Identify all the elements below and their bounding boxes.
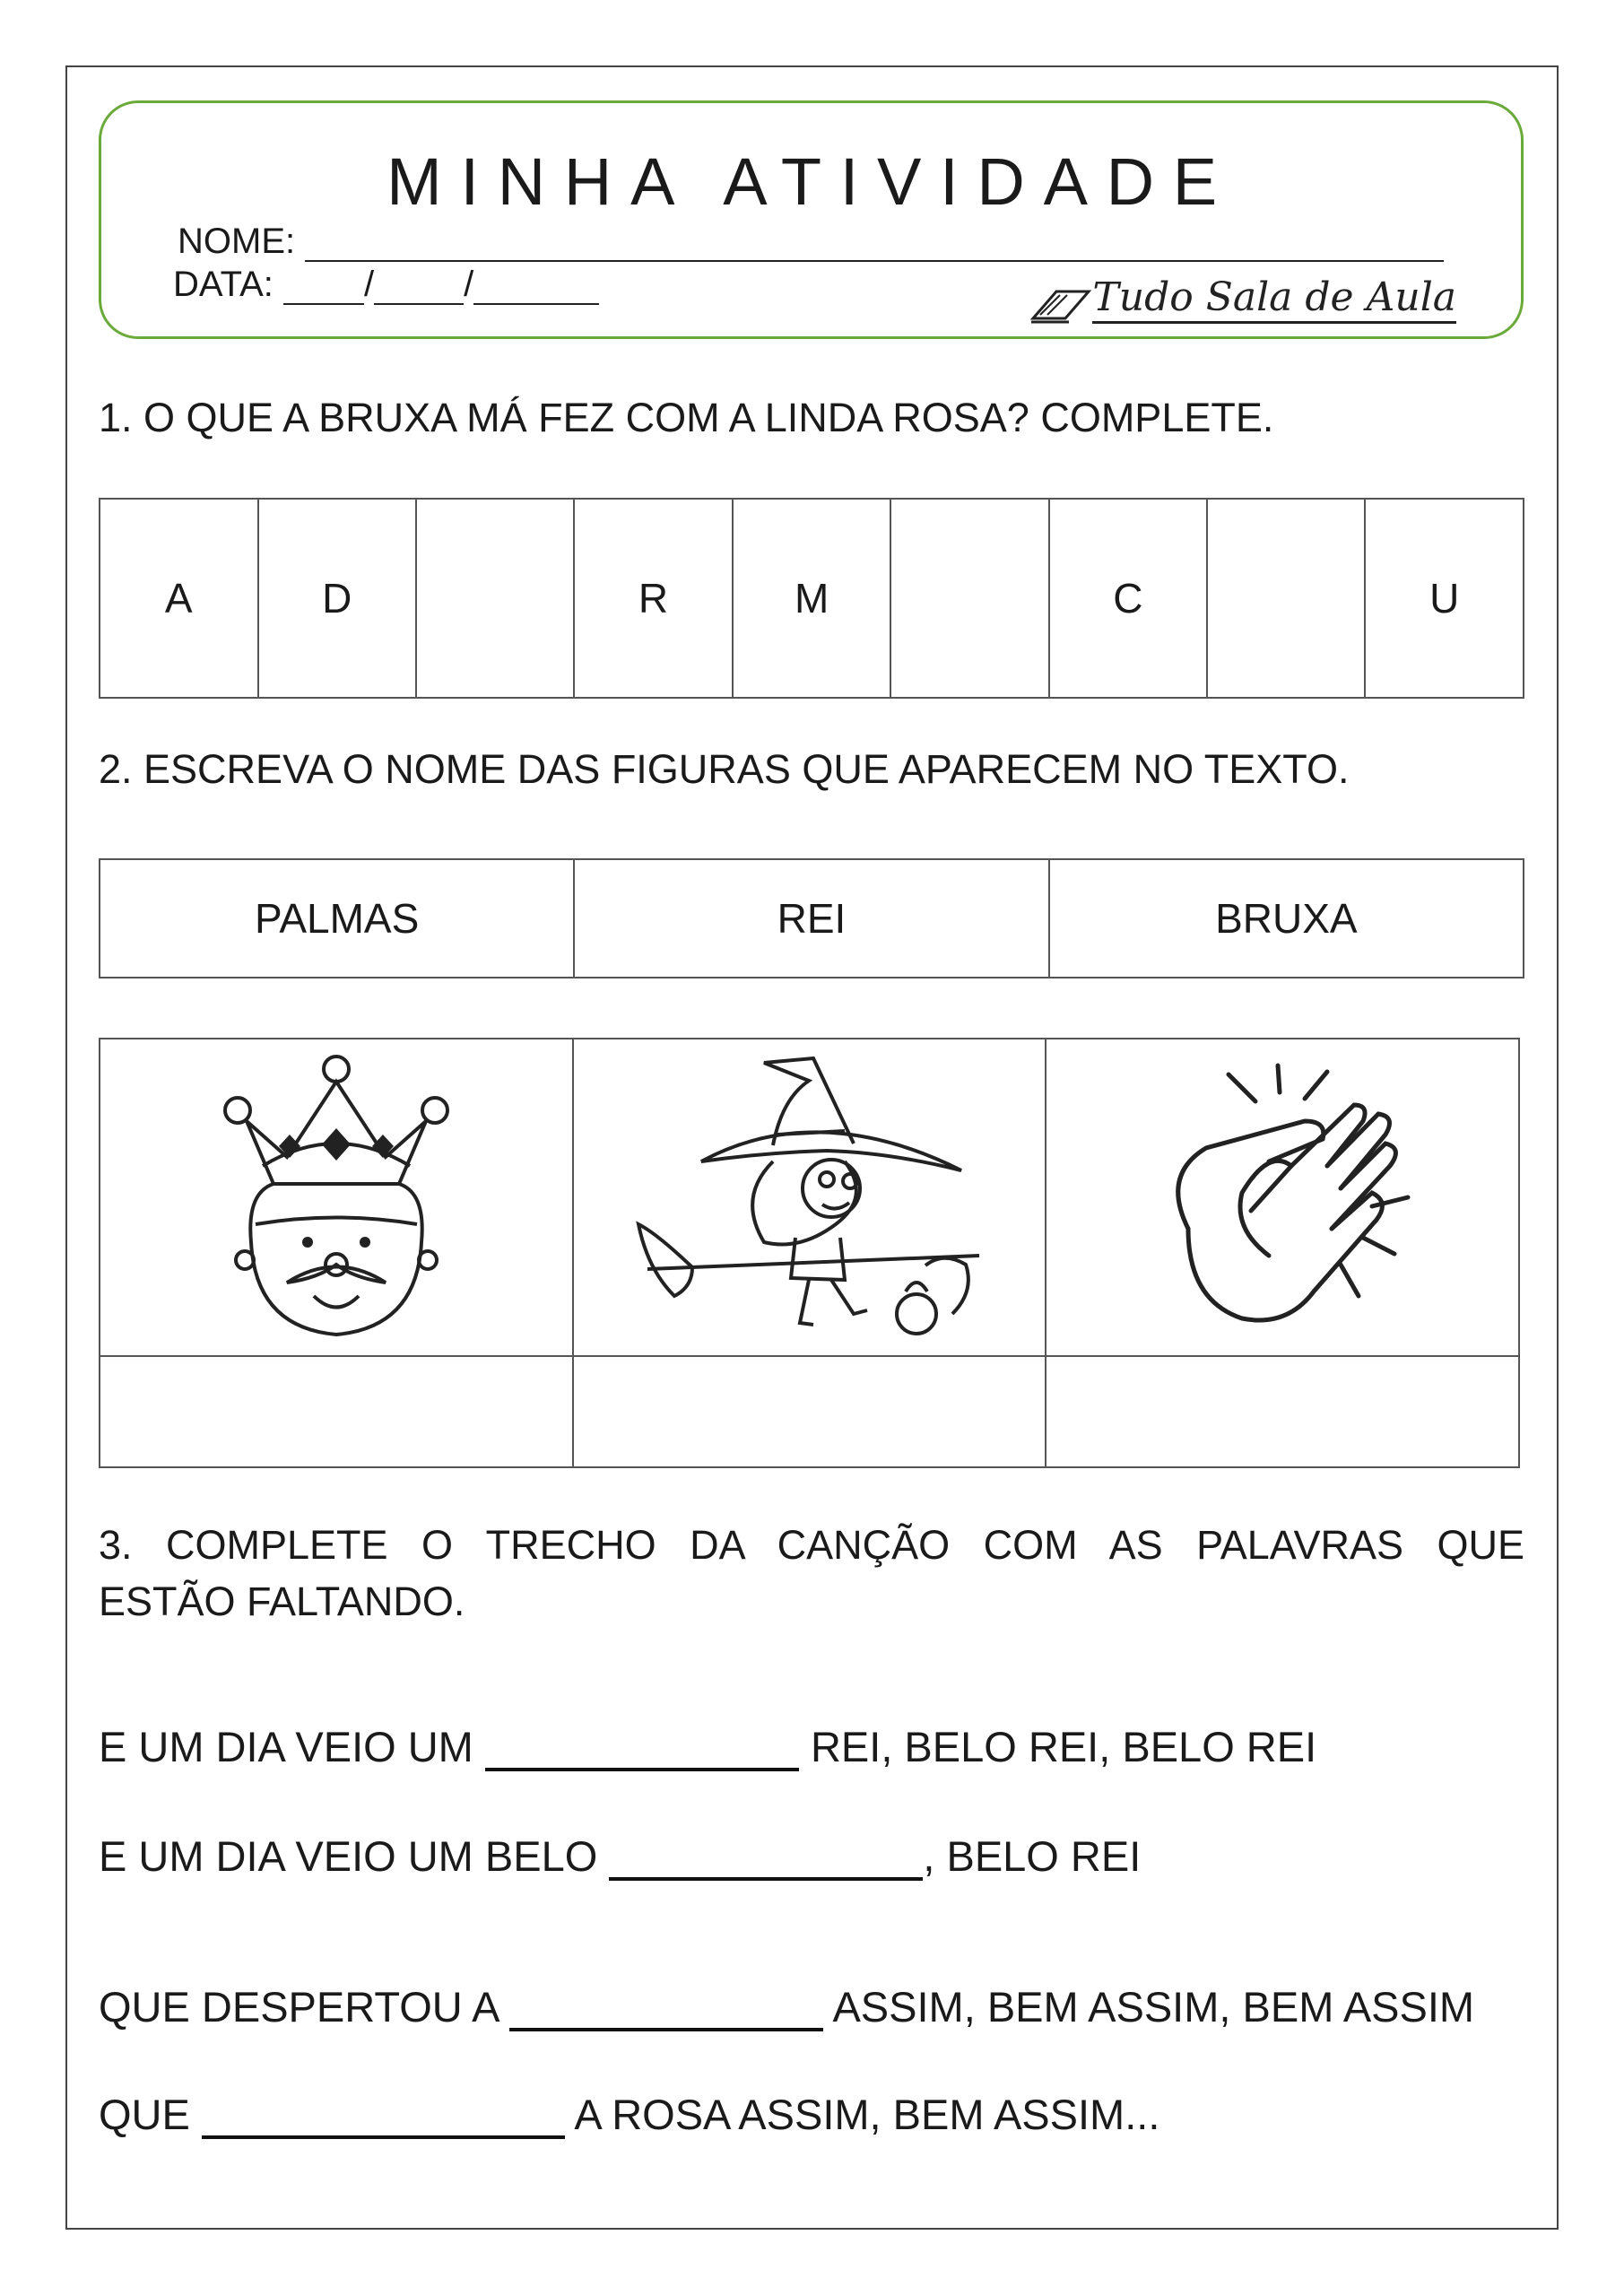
song-line-1 (99, 1722, 1316, 1771)
word-bank (99, 858, 1524, 978)
letters-grid (99, 498, 1524, 699)
song-text: QUE DESPERTOU A (99, 1983, 498, 2031)
date-day-line[interactable] (283, 273, 364, 305)
song-text: REI, BELO REI, BELO REI (810, 1723, 1317, 1770)
question-2: 2. ESCREVA O NOME DAS FIGURAS QUE APARECEM NO TEXTO. (99, 746, 1350, 792)
song-blank[interactable] (509, 1997, 823, 2031)
song-blank[interactable] (202, 2105, 565, 2139)
song-line-4 (99, 2090, 1159, 2139)
letter-cell: C (1049, 499, 1208, 698)
king-icon (202, 1049, 471, 1345)
question-3-line1: 3. COMPLETE O TRECHO DA CANÇÃO COM AS PALAVRAS QUE (99, 1522, 1524, 1568)
letter-cell: U (1365, 499, 1524, 698)
letter-cell-blank[interactable] (1207, 499, 1365, 698)
letter-cell: D (258, 499, 417, 698)
song-line-3 (99, 1982, 1474, 2031)
word-cell: BRUXA (1049, 859, 1524, 978)
date-sep-2: / (464, 265, 474, 304)
song-blank[interactable] (609, 1847, 923, 1881)
witch-icon (621, 1045, 997, 1350)
clapping-hands-icon (1134, 1049, 1430, 1345)
answer-cell[interactable] (1046, 1356, 1519, 1467)
letter-cell: R (574, 499, 733, 698)
date-field[interactable] (173, 265, 599, 305)
song-text: E UM DIA VEIO UM BELO (99, 1832, 598, 1880)
question-1: 1. O QUE A BRUXA MÁ FEZ COM A LINDA ROSA? COMPLETE. (99, 395, 1274, 440)
word-cell: REI (574, 859, 1048, 978)
figures-grid (99, 1038, 1520, 1468)
song-blank[interactable] (485, 1737, 799, 1771)
name-line[interactable] (305, 230, 1444, 262)
letter-cell-blank[interactable] (890, 499, 1048, 698)
song-text: , BELO REI (923, 1832, 1142, 1880)
name-field[interactable] (178, 222, 1444, 262)
letter-cell-blank[interactable] (416, 499, 574, 698)
date-year-line[interactable] (473, 273, 599, 305)
song-text: QUE (99, 2091, 190, 2138)
letter-cell: M (733, 499, 891, 698)
date-label: DATA: (173, 265, 274, 304)
figure-cell (1046, 1039, 1519, 1356)
word-cell: PALMAS (100, 859, 574, 978)
song-text: E UM DIA VEIO UM (99, 1723, 473, 1770)
brand-logo (1029, 261, 1456, 324)
figure-cell (100, 1039, 573, 1356)
date-sep-1: / (363, 265, 375, 304)
header-box (99, 100, 1524, 339)
letter-cell: A (100, 499, 258, 698)
date-month-line[interactable] (374, 273, 464, 305)
figure-cell (573, 1039, 1046, 1356)
answer-cell[interactable] (100, 1356, 573, 1467)
page-title: MINHA ATIVIDADE (386, 144, 1236, 219)
answer-cell[interactable] (573, 1356, 1046, 1467)
song-text: A ROSA ASSIM, BEM ASSIM... (574, 2091, 1160, 2138)
book-icon (1029, 283, 1092, 324)
song-text: ASSIM, BEM ASSIM, BEM ASSIM (832, 1983, 1475, 2031)
question-3-line2: ESTÃO FALTANDO. (99, 1578, 465, 1624)
brand-logo-text: Tudo Sala de Aula (1092, 278, 1456, 324)
song-line-2 (99, 1831, 1141, 1881)
name-label: NOME: (178, 222, 296, 261)
